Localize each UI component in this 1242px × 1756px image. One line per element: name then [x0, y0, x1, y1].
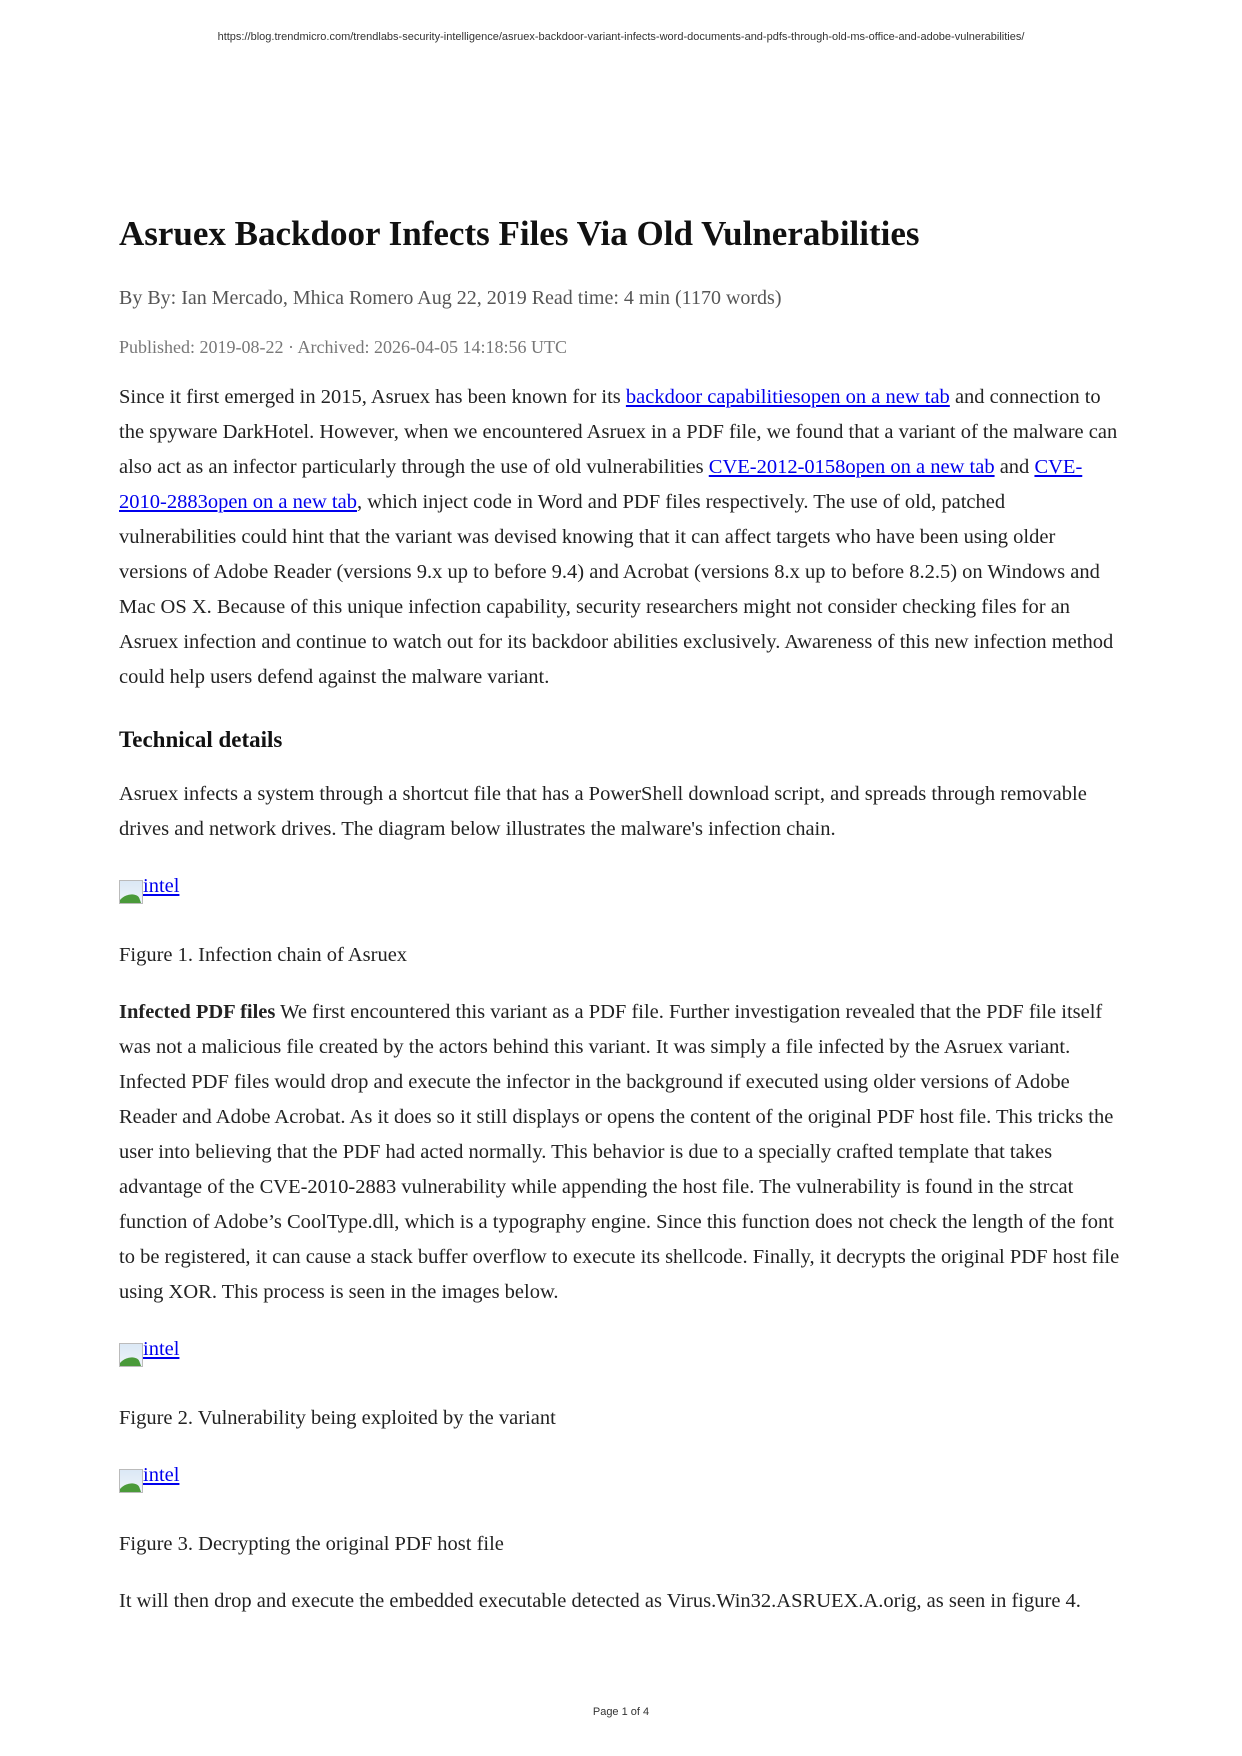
- bold-lead: Infected PDF files: [119, 1001, 276, 1023]
- text: We first encountered this variant as a PDF file. Further investigation revealed that the PDF file itself was not a malicious file created by the actors behind this variant. It was simply a file infected by the Asruex variant. Infected PDF files would drop and execute the infector in the background if executed using older versions of Adobe Reader and Adobe Acrobat. As it does so it still displays or opens the content of the original PDF host file. This tricks the user into believing that the PDF had acted normally. This behavior is due to a specially crafted template that takes advantage of the CVE-2010-2883 vulnerability while appending the host file. The vulnerability is found in the strcat function of Adobe’s CoolType.dll, which is a typography engine. Since this function does not check the length of the font to be registered, it can cause a stack buffer overflow to execute its shellcode. Finally, it decrypts the original PDF host file using XOR. This process is seen in the images below.: [119, 1001, 1120, 1303]
- cve-2012-0158-link[interactable]: CVE-2012-0158open on a new tab: [708, 456, 995, 478]
- figure-2-caption: Figure 2. Vulnerability being exploited by the variant: [119, 1407, 556, 1429]
- text: and connection to the spyware DarkHotel. However, when we encountered Asruex in a PDF file, we found that a variant of the malware can also act as an infector particularly through the use of old vulnerabilities: [119, 386, 1118, 478]
- infected-pdf-paragraph: [119, 995, 1124, 1310]
- technical-details-heading: Technical details: [119, 727, 283, 752]
- text: Since it first emerged in 2015, Asruex has been known for its: [119, 386, 626, 408]
- text: and: [994, 456, 1035, 478]
- broken-image-icon: [119, 880, 143, 904]
- text: , which inject code in Word and PDF files respectively. The use of old, patched vulnerabilities could hint that the variant was devised knowing that it can affect targets who have been using older versions of Adobe Reader (versions 9.x up to before 9.4) and Acrobat (versions 8.x up to before 8.2.5) on Windows and Mac OS X. Because of this unique infection capability, security researchers might not consider checking files for an Asruex infection and continue to watch out for its backdoor abilities exclusively. Awareness of this new infection method could help users defend against the malware variant.: [119, 491, 1114, 688]
- byline: By By: Ian Mercado, Mhica Romero Aug 22, 2019 Read time: 4 min (1170 words): [119, 287, 782, 309]
- published-info: Published: 2019-08-22 · Archived: 2026-04-05 14:18:56 UTC: [119, 337, 567, 357]
- figure-2-image-link[interactable]: [119, 1332, 179, 1367]
- backdoor-capabilities-link[interactable]: backdoor capabilitiesopen on a new tab: [625, 386, 950, 408]
- article-title: Asruex Backdoor Infects Files Via Old Vulnerabilities: [119, 214, 920, 253]
- figure-3-caption: Figure 3. Decrypting the original PDF host file: [119, 1533, 504, 1555]
- image-alt-text: intel: [143, 1338, 180, 1360]
- figure-3-image-link[interactable]: [119, 1458, 179, 1493]
- broken-image-icon: [119, 1469, 143, 1493]
- intro-paragraph: [119, 380, 1124, 695]
- figure-1-caption: Figure 1. Infection chain of Asruex: [119, 944, 408, 966]
- page-url-header: https://blog.trendmicro.com/trendlabs-security-intelligence/asruex-backdoor-variant-infects-word-documents-and-pdfs-through-old-ms-office-and-adobe-vulnerabilities/: [217, 31, 1025, 43]
- page-number: Page 1 of 4: [592, 1706, 650, 1718]
- image-alt-text: intel: [143, 1464, 180, 1486]
- broken-image-icon: [119, 1343, 143, 1367]
- image-alt-text: intel: [143, 875, 180, 897]
- technical-paragraph: Asruex infects a system through a shortcut file that has a PowerShell download script, and spreads through removable drives and network drives. The diagram below illustrates the malware's infection chain.: [119, 783, 1087, 840]
- article: [119, 212, 1124, 1641]
- drop-execute-paragraph: It will then drop and execute the embedded executable detected as Virus.Win32.ASRUEX.A.orig, as seen in figure 4.: [119, 1590, 1081, 1612]
- figure-1-image-link[interactable]: [119, 869, 179, 904]
- cve-2010-2883-link[interactable]: CVE-2010-2883open on a new tab: [119, 456, 1083, 513]
